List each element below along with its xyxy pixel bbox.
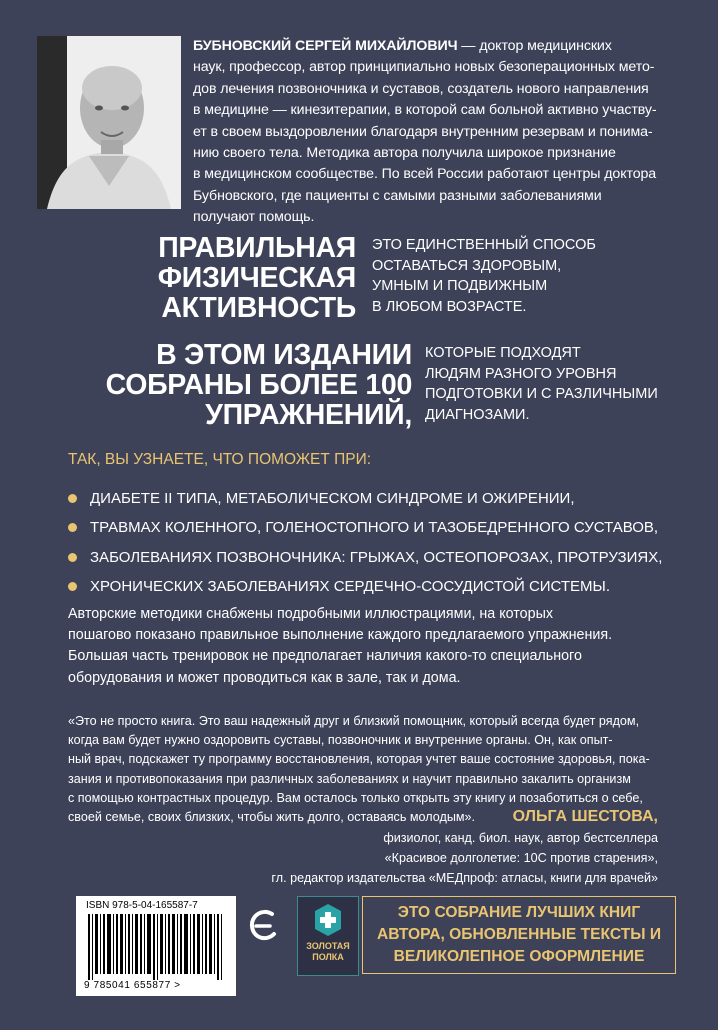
author-bio-line: дов лечения позвоночника и суставов, создатель нового направления bbox=[193, 80, 649, 97]
endorser-title-line: гл. редактор издательства «МЕДпроф: атласы, книги для врачей» bbox=[271, 871, 658, 885]
bullet-dot-icon bbox=[68, 582, 77, 591]
list-item bbox=[68, 484, 708, 513]
endorser-name: ОЛЬГА ШЕСТОВА, bbox=[512, 808, 658, 825]
headline-line: ФИЗИЧЕСКАЯ bbox=[157, 262, 356, 294]
isbn-barcode bbox=[76, 896, 236, 996]
list-lead: ТАК, ВЫ УЗНАЕТЕ, ЧТО ПОМОЖЕТ ПРИ: bbox=[68, 451, 372, 468]
list-item bbox=[68, 572, 708, 601]
bullet-dot-icon bbox=[68, 523, 77, 532]
paragraph-line: оборудования и может проводиться как в зале, так и дома. bbox=[68, 669, 461, 686]
isbn-text: ISBN 978-5-04-165587-7 bbox=[86, 900, 198, 911]
subtext-line: ЭТО ЕДИНСТВЕННЫЙ СПОСОБ bbox=[372, 237, 596, 253]
headline-line: В ЭТОМ ИЗДАНИИ bbox=[156, 339, 412, 371]
headline-line: АКТИВНОСТЬ bbox=[161, 292, 356, 324]
quote-line: «Это не просто книга. Это ваш надежный друг и близкий помощник, который всегда будет рядом, bbox=[68, 714, 640, 728]
author-bio-line: ет в своем выздоровлении благодаря внутренним резервам и понима- bbox=[193, 123, 653, 140]
badge-label-line: ЗОЛОТАЯ bbox=[306, 941, 350, 951]
headline-exercises bbox=[70, 340, 412, 430]
headline-exercises-subtext bbox=[425, 343, 685, 425]
badge-label-line: ПОЛКА bbox=[312, 952, 344, 962]
headline-line: УПРАЖНЕНИЙ, bbox=[205, 399, 412, 431]
barcode-bars-icon bbox=[88, 914, 224, 980]
list-item bbox=[68, 543, 708, 572]
author-name: БУБНОВСКИЙ СЕРГЕЙ МИХАЙЛОВИЧ bbox=[193, 38, 458, 54]
paragraph-line: Авторские методики снабжены подробными иллюстрациями, на которых bbox=[68, 606, 553, 622]
author-bio-line: нию своего тела. Методика автора получила широкое признание bbox=[193, 145, 616, 162]
bullet-dot-icon bbox=[68, 553, 77, 562]
subtext-line: КОТОРЫЕ ПОДХОДЯТ bbox=[425, 345, 581, 361]
cross-badge-icon bbox=[313, 903, 343, 937]
author-bio-line: Бубновского, где пациенты с самыми разными заболеваниями bbox=[193, 187, 602, 204]
badge-label bbox=[298, 941, 358, 963]
subtext-line: УМНЫМ И ПОДВИЖНЫМ bbox=[372, 278, 548, 294]
subtext-line: ЛЮДЯМ РАЗНОГО УРОВНЯ bbox=[425, 365, 617, 382]
quote-line: ный врач, подскажет ту программу восстановления, которая учтет ваше состояние здоровья, пока- bbox=[68, 752, 650, 767]
zolotaya-polka-badge bbox=[297, 896, 359, 976]
headline-line: СОБРАНЫ БОЛЕЕ 100 bbox=[105, 369, 412, 401]
promo-text: ЭТО СОБРАНИЕ ЛУЧШИХ КНИГ АВТОРА, ОБНОВЛЕННЫЕ ТЕКСТЫ И ВЕЛИКОЛЕПНОЕ ОФОРМЛЕНИЕ bbox=[376, 904, 662, 965]
list-item-text: ТРАВМАХ КОЛЕННОГО, ГОЛЕНОСТОПНОГО И ТАЗОБЕДРЕННОГО СУСТАВОВ, bbox=[90, 519, 659, 537]
subtext-line: ОСТАВАТЬСЯ ЗДОРОВЫМ, bbox=[372, 257, 562, 274]
description-paragraph bbox=[68, 604, 668, 689]
eksmo-logo-icon bbox=[248, 906, 278, 944]
list-item-text: ДИАБЕТЕ II ТИПА, МЕТАБОЛИЧЕСКОМ СИНДРОМЕ И ОЖИРЕНИИ, bbox=[90, 490, 575, 508]
headline-line: ПРАВИЛЬНАЯ bbox=[158, 232, 356, 264]
barcode-number: 9 785041 655877 > bbox=[84, 980, 181, 991]
promo-box bbox=[362, 896, 676, 974]
list-item-text: ЗАБОЛЕВАНИЯХ ПОЗВОНОЧНИКА: ГРЫЖАХ, ОСТЕОПОРОЗАХ, ПРОТРУЗИЯХ, bbox=[90, 548, 663, 566]
quote-line: своей семье, своих близких, чтобы жить долго, оставаясь молодым». bbox=[68, 810, 476, 825]
quote-line: зания и противопоказания при различных заболеваниях и научит правильно закалить организм bbox=[68, 771, 631, 786]
quote-line: с помощью контрастных процедур. Вам осталось только открыть эту книгу и позаботиться о себе, bbox=[68, 790, 643, 805]
author-photo bbox=[37, 36, 181, 209]
bullet-dot-icon bbox=[68, 494, 77, 503]
author-bio-line: получают помощь. bbox=[193, 209, 315, 226]
author-bio-line: в медицинском сообществе. По всей России работают центры доктора bbox=[193, 166, 657, 183]
author-bio-line: БУБНОВСКИЙ СЕРГЕЙ МИХАЙЛОВИЧ — доктор медицинских bbox=[193, 38, 612, 54]
author-bio-line: в медицине — кинезитерапии, в которой сам больной активно участву- bbox=[193, 102, 657, 119]
paragraph-line: Большая часть тренировок не предполагает наличия какого-то специального bbox=[68, 648, 582, 665]
author-bio bbox=[193, 36, 693, 229]
headline-activity bbox=[100, 233, 356, 323]
list-item-text: ХРОНИЧЕСКИХ ЗАБОЛЕВАНИЯХ СЕРДЕЧНО-СОСУДИСТОЙ СИСТЕМЫ. bbox=[90, 578, 610, 596]
subtext-line: В ЛЮБОМ ВОЗРАСТЕ. bbox=[372, 298, 527, 315]
subtext-line: ПОДГОТОВКИ И С РАЗЛИЧНЫМИ bbox=[425, 386, 658, 402]
subtext-line: ДИАГНОЗАМИ. bbox=[425, 406, 530, 423]
author-bio-line: наук, профессор, автор принципиально новых безоперационных мето- bbox=[193, 59, 655, 76]
quote-line: когда вам будет нужно оздоровить суставы, позвоночник и внутренние органы. Он, как опыт- bbox=[68, 733, 613, 748]
benefits-list bbox=[68, 484, 708, 601]
headline-activity-subtext bbox=[372, 235, 622, 317]
endorser-title-line: физиолог, канд. биол. наук, автор бестселлера bbox=[383, 831, 658, 845]
paragraph-line: пошагово показано правильное выполнение каждого предлагаемого упражнения. bbox=[68, 627, 613, 644]
endorser-title-line: «Красивое долголетие: 10С против старения», bbox=[384, 851, 658, 865]
list-item bbox=[68, 513, 708, 542]
